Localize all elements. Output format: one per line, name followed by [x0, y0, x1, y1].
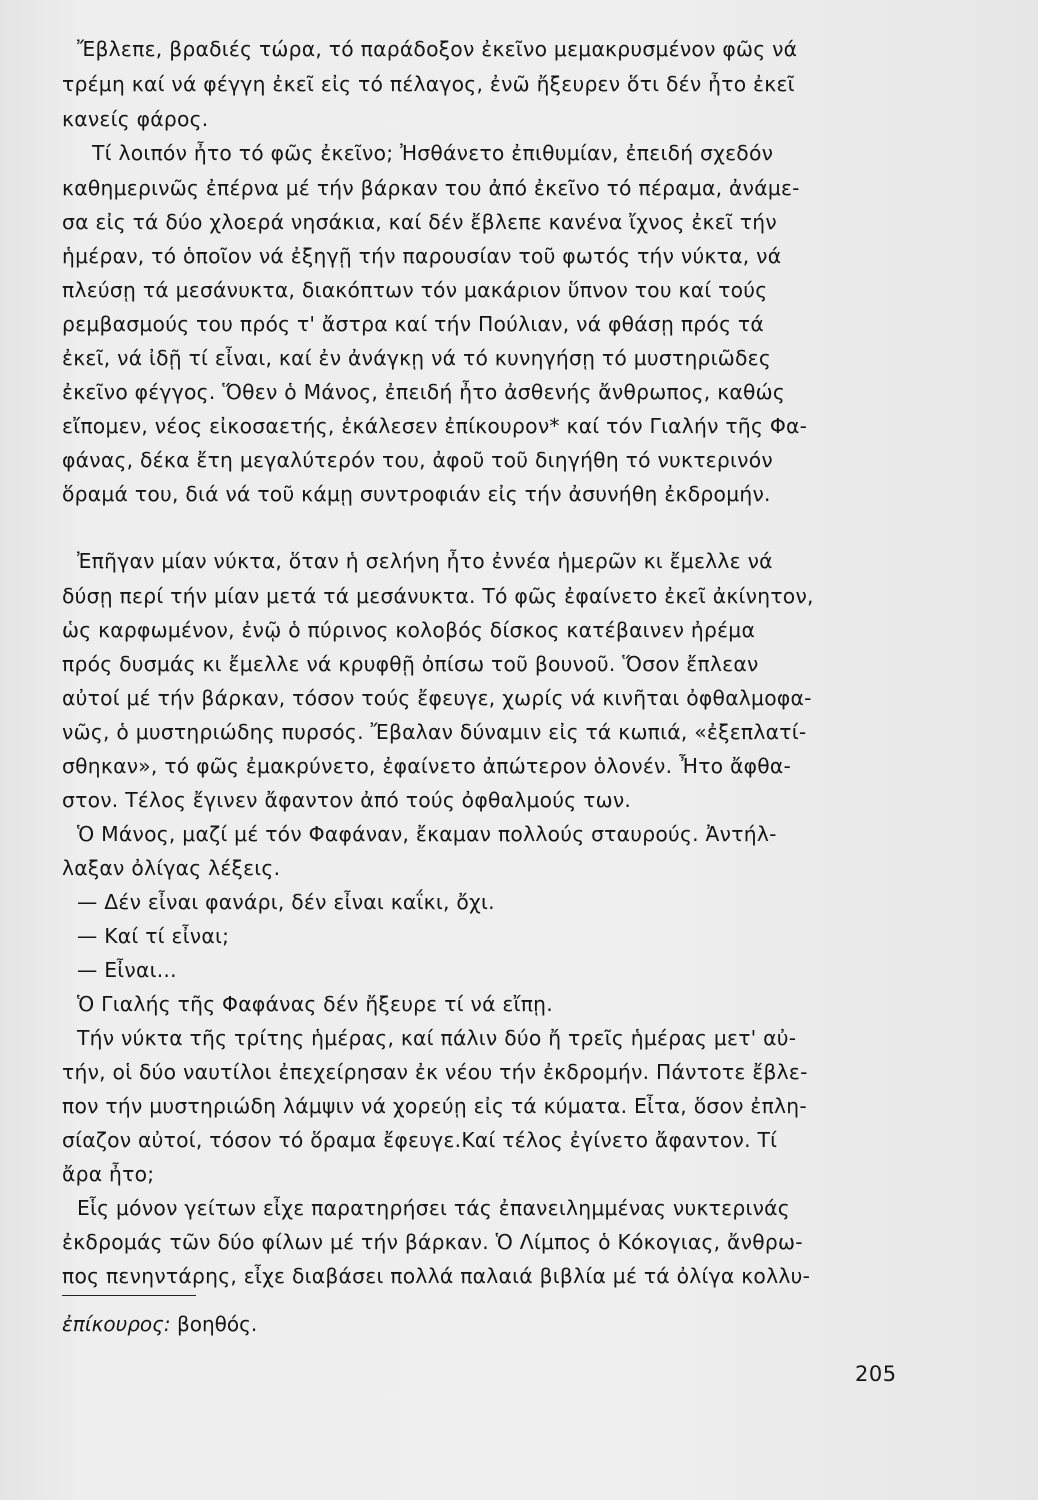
text-line: ἐκεῖνο φέγγος. Ὅθεν ὁ Μάνος, ἐπειδή ἦτο ἀσθενής ἄνθρωπος, καθώς [62, 380, 786, 404]
text-line: ἐκδρομάς τῶν δύο φίλων μέ τήν βάρκαν. Ὁ Λίμπος ὁ Κόκογιας, ἄνθρω- [62, 1230, 803, 1254]
text-line: φάνας, δέκα ἔτη μεγαλύτερόν του, ἀφοῦ τοῦ διηγήθη τό νυκτερινόν [62, 448, 773, 472]
text-line: νῶς, ὁ μυστηριώδης πυρσός. Ἔβαλαν δύναμιν εἰς τά κωπιά, «ἐξεπλατί- [62, 720, 807, 744]
text-line: Ὁ Γιαλής τῆς Φαφάνας δέν ἤξευρε τί νά εἴπῃ. [77, 992, 553, 1016]
text-line: σα εἰς τά δύο χλοερά νησάκια, καί δέν ἔβλεπε κανένα ἴχνος ἐκεῖ τήν [62, 210, 777, 234]
text-line: Εἷς μόνον γείτων εἶχε παρατηρήσει τάς ἐπανειλημμένας νυκτερινάς [77, 1196, 790, 1220]
text-line: ἐκεῖ, νά ἰδῇ τί εἶναι, καί ἐν ἀνάγκῃ νά τό κυνηγήσῃ τό μυστηριῶδες [62, 346, 772, 370]
footnote-rule [62, 1295, 196, 1296]
text-line: λαξαν ὀλίγας λέξεις. [62, 856, 281, 880]
text-line: κανείς φάρος. [62, 107, 209, 131]
text-line: ἡμέραν, τό ὁποῖον νά ἐξηγῇ τήν παρουσίαν τοῦ φωτός τήν νύκτα, νά [62, 244, 782, 268]
dialogue-line: — Εἶναι... [77, 958, 177, 982]
text-line: τρέμη καί νά φέγγη ἐκεῖ εἰς τό πέλαγος, ἐνῶ ἤξευρεν ὅτι δέν ἦτο ἐκεῖ [62, 72, 795, 96]
text-line: αὐτοί μέ τήν βάρκαν, τόσον τούς ἔφευγε, χωρίς νά κινῆται ὀφθαλμοφα- [62, 686, 812, 710]
footnote [62, 1310, 257, 1338]
text-line: ὅραμά του, διά νά τοῦ κάμῃ συντροφιάν εἰς τήν ἀσυνήθη ἐκδρομήν. [62, 482, 771, 506]
text-line: ρεμβασμούς του πρός τ' ἄστρα καί τήν Πούλιαν, νά φθάσῃ πρός τά [62, 312, 765, 336]
text-line: πρός δυσμάς κι ἔμελλε νά κρυφθῇ ὀπίσω τοῦ βουνοῦ. Ὅσον ἔπλεαν [62, 652, 759, 676]
text-line: καθημερινῶς ἐπέρνα μέ τήν βάρκαν του ἀπό ἐκεῖνο τό πέραμα, ἀνάμε- [62, 176, 800, 200]
text-line: σίαζον αὐτοί, τόσον τό ὅραμα ἔφευγε.Καί τέλος ἐγίνετο ἄφαντον. Τί [62, 1128, 778, 1152]
footnote-term: ἐπίκουρος: [62, 1312, 171, 1336]
footnote-definition: βοηθός. [176, 1312, 258, 1336]
text-line: Ἐπῆγαν μίαν νύκτα, ὅταν ἡ σελήνη ἦτο ἐννέα ἡμερῶν κι ἔμελλε νά [77, 549, 773, 573]
text-line: πος πενηντάρης, εἶχε διαβάσει πολλά παλαιά βιβλία μέ τά ὀλίγα κολλυ- [62, 1264, 811, 1288]
text-line: Τί λοιπόν ἦτο τό φῶς ἐκεῖνο; Ἠσθάνετο ἐπιθυμίαν, ἐπειδή σχεδόν [92, 141, 774, 165]
text-line: εἴπομεν, νέος εἰκοσαετής, ἐκάλεσεν ἐπίκουρον* καί τόν Γιαλήν τῆς Φα- [62, 414, 808, 438]
dialogue-line: — Δέν εἶναι φανάρι, δέν εἶναι καΐκι, ὄχι. [77, 890, 495, 914]
text-line: Ὁ Μάνος, μαζί μέ τόν Φαφάναν, ἔκαμαν πολλούς σταυρούς. Ἀντήλ- [77, 822, 777, 846]
text-line: δύσῃ περί τήν μίαν μετά τά μεσάνυκτα. Τό φῶς ἐφαίνετο ἐκεῖ ἀκίνητον, [62, 584, 814, 608]
text-line: ἄρα ἦτο; [62, 1162, 155, 1186]
page-number: 205 [855, 1362, 897, 1386]
text-line: σθηκαν», τό φῶς ἐμακρύνετο, ἐφαίνετο ἀπώτερον ὁλονέν. Ἦτο ἄφθα- [62, 754, 792, 778]
text-line: ὡς καρφωμένον, ἐνῷ ὁ πύρινος κολοβός δίσκος κατέβαινεν ἠρέμα [62, 618, 756, 642]
text-line: πλεύσῃ τά μεσάνυκτα, διακόπτων τόν μακάριον ὕπνον του καί τούς [62, 278, 768, 302]
text-line: Ἔβλεπε, βραδιές τώρα, τό παράδοξον ἐκεῖνο μεμακρυσμένον φῶς νά [77, 37, 798, 61]
text-line: στον. Τέλος ἔγινεν ἄφαντον ἀπό τούς ὀφθαλμούς των. [62, 788, 632, 812]
dialogue-line: — Καί τί εἶναι; [77, 924, 230, 948]
text-line: τήν, οἱ δύο ναυτίλοι ἐπεχείρησαν ἐκ νέου τήν ἐκδρομήν. Πάντοτε ἔβλε- [62, 1060, 808, 1084]
text-line: πον τήν μυστηριώδη λάμψιν νά χορεύῃ εἰς τά κύματα. Εἶτα, ὅσον ἐπλη- [62, 1094, 807, 1118]
text-line: Τήν νύκτα τῆς τρίτης ἡμέρας, καί πάλιν δύο ἤ τρεῖς ἡμέρας μετ' αὐ- [77, 1026, 797, 1050]
